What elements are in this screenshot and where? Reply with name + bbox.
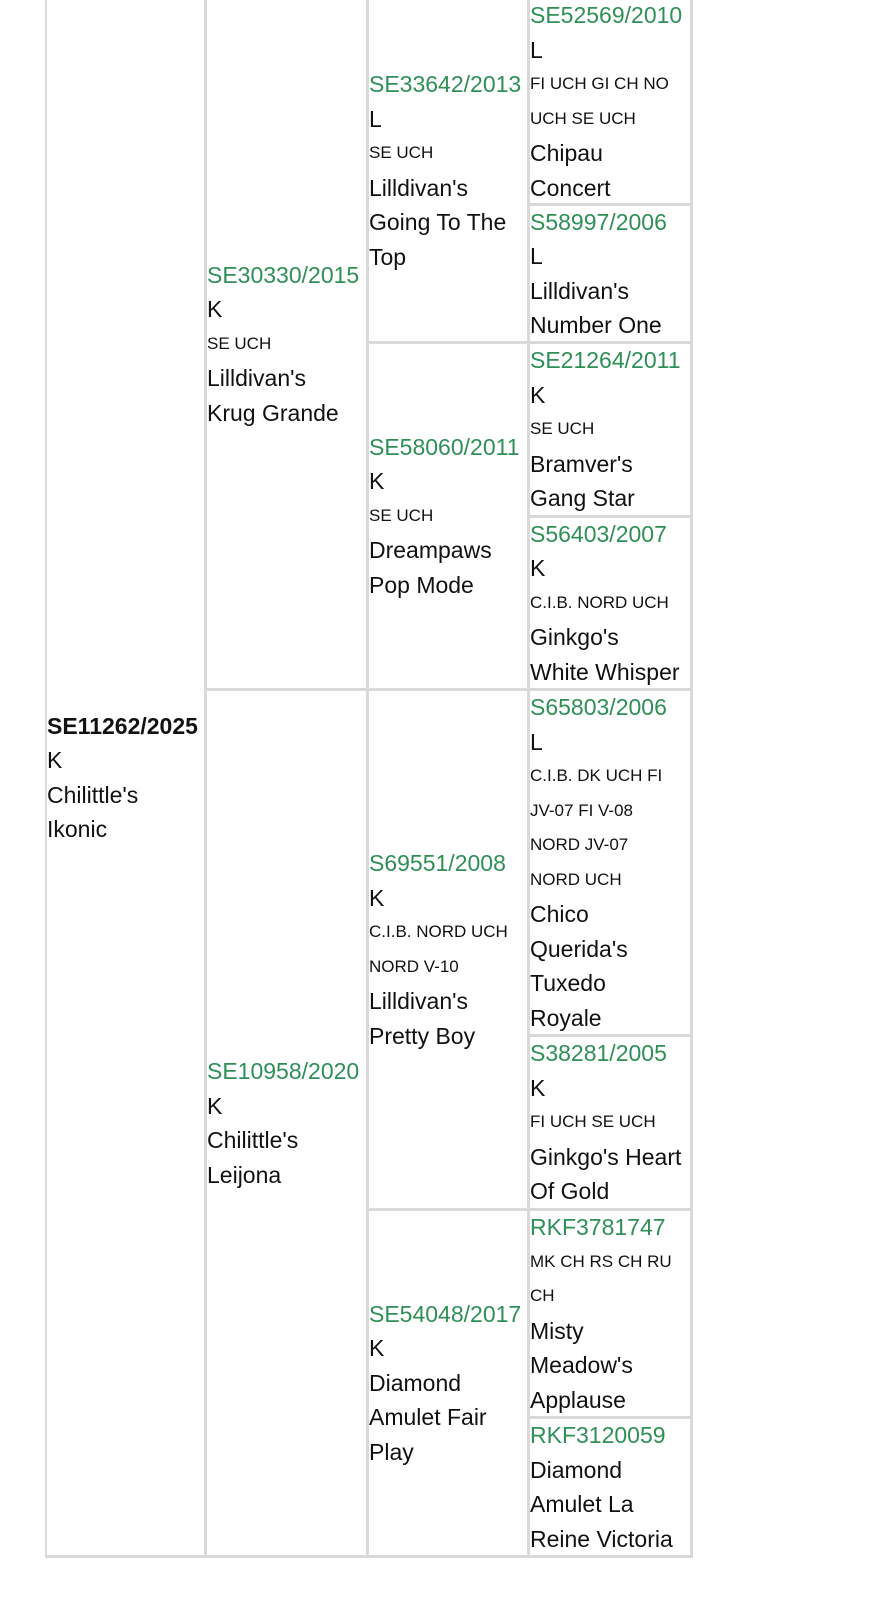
dds-titles: CH <box>530 1286 555 1305</box>
subject-sex: K <box>47 747 63 773</box>
dsd-registration-link[interactable]: S38281/2005 <box>530 1040 667 1067</box>
pedigree-cell-ddd <box>530 1419 693 1558</box>
sss-name-line: Concert <box>530 174 611 201</box>
ssd-name-line: Number One <box>530 312 662 338</box>
pedigree-cell-sds <box>530 344 693 518</box>
pedigree-cell-dam-sire <box>369 691 530 1211</box>
pedigree-cell-ssd <box>530 206 693 344</box>
dd-registration-link[interactable]: SE54048/2017 <box>369 1300 522 1327</box>
pedigree-cell-dsd <box>530 1037 693 1211</box>
ssd-sex: L <box>530 243 543 269</box>
sds-titles: SE UCH <box>530 419 595 439</box>
ds-registration-link[interactable]: S69551/2008 <box>369 850 506 876</box>
sdd-titles: C.I.B. NORD UCH <box>530 592 669 612</box>
dsd-name-line: Of Gold <box>530 1178 610 1205</box>
ss-registration-link[interactable]: SE33642/2013 <box>369 71 522 97</box>
pedigree-cell-sss <box>530 0 693 206</box>
dsd-titles: FI UCH SE UCH <box>530 1112 656 1132</box>
dd-name-line: Diamond <box>369 1369 462 1396</box>
dss-titles: JV-07 FI V-08 <box>530 800 633 820</box>
pedigree-cell-dds <box>530 1211 693 1419</box>
dss-name-line: Querida's <box>530 935 628 962</box>
dd-name-line: Play <box>369 1438 414 1465</box>
pedigree-table <box>47 0 693 1558</box>
ss-name-line: Going To The <box>369 209 507 235</box>
subject-name-line: Ikonic <box>47 816 108 842</box>
sd-name-line: Dreampaws <box>369 537 492 564</box>
sdd-name-line: Ginkgo's <box>530 624 619 651</box>
ss-name-line: Top <box>369 243 407 270</box>
sire-name-line: Krug Grande <box>207 399 339 426</box>
dds-name-line: Misty <box>530 1317 584 1344</box>
sds-sex: K <box>530 381 546 408</box>
sire-titles: SE UCH <box>207 333 272 353</box>
sd-titles: SE UCH <box>369 505 434 525</box>
ss-name-line: Lilldivan's <box>369 174 468 201</box>
dds-titles: MK CH RS CH RU <box>530 1251 672 1271</box>
dss-name-line: Chico <box>530 901 589 927</box>
pedigree-cell-subject <box>47 0 207 1558</box>
dam-sex: K <box>207 1092 223 1119</box>
dss-titles: NORD JV-07 <box>530 835 629 854</box>
ds-sex: K <box>369 884 385 911</box>
pedigree-cell-dam-dam <box>369 1211 530 1558</box>
sire-sex: K <box>207 296 223 323</box>
sd-sex: K <box>369 468 385 495</box>
ds-titles: C.I.B. NORD UCH <box>369 922 508 941</box>
ddd-name-line: Amulet La <box>530 1491 634 1517</box>
pedigree-cell-sire <box>207 0 369 691</box>
pedigree-cell-dam <box>207 691 369 1558</box>
subject-registration: SE11262/2025 <box>47 712 198 739</box>
dam-name-line: Leijona <box>207 1161 282 1188</box>
dam-registration-link[interactable]: SE10958/2020 <box>207 1058 360 1084</box>
sss-registration-link[interactable]: SE52569/2010 <box>530 2 683 28</box>
subject-name-line: Chilittle's <box>47 781 139 808</box>
dss-titles: NORD UCH <box>530 869 622 889</box>
dss-name-line: Royale <box>530 1004 602 1031</box>
dds-name-line: Applause <box>530 1386 626 1413</box>
dd-sex: K <box>369 1335 385 1362</box>
ss-sex: L <box>369 105 382 132</box>
dss-titles: C.I.B. DK UCH FI <box>530 766 663 785</box>
dd-name-line: Amulet Fair <box>369 1404 487 1431</box>
sds-registration-link[interactable]: SE21264/2011 <box>530 347 681 374</box>
dss-sex: L <box>530 728 543 755</box>
sss-name-line: Chipau <box>530 140 603 166</box>
sds-name-line: Gang Star <box>530 485 635 512</box>
ds-name-line: Lilldivan's <box>369 988 468 1014</box>
ssd-registration-link[interactable]: S58997/2006 <box>530 208 667 235</box>
pedigree-cell-sire-dam <box>369 344 530 691</box>
pedigree-cell-dss <box>530 691 693 1037</box>
sd-registration-link[interactable]: SE58060/2011 <box>369 433 520 460</box>
ssd-name-line: Lilldivan's <box>530 277 629 304</box>
sdd-sex: K <box>530 555 546 582</box>
dsd-name-line: Ginkgo's Heart <box>530 1143 682 1170</box>
sss-titles: FI UCH GI CH NO <box>530 74 669 93</box>
dss-name-line: Tuxedo <box>530 970 606 996</box>
sdd-registration-link[interactable]: S56403/2007 <box>530 520 667 547</box>
sd-name-line: Pop Mode <box>369 571 474 598</box>
dds-registration-link[interactable]: RKF3781747 <box>530 1214 666 1240</box>
sss-sex: L <box>530 36 543 63</box>
ddd-registration-link[interactable]: RKF3120059 <box>530 1422 666 1448</box>
dss-registration-link[interactable]: S65803/2006 <box>530 694 667 720</box>
sdd-name-line: White Whisper <box>530 658 680 685</box>
ss-titles: SE UCH <box>369 143 434 162</box>
dds-name-line: Meadow's <box>530 1352 633 1378</box>
ddd-name-line: Diamond <box>530 1456 623 1483</box>
sire-registration-link[interactable]: SE30330/2015 <box>207 261 360 288</box>
dsd-sex: K <box>530 1074 546 1101</box>
dam-name-line: Chilittle's <box>207 1127 299 1153</box>
ds-titles: NORD V-10 <box>369 956 459 976</box>
ddd-name-line: Reine Victoria <box>530 1525 673 1552</box>
pedigree-cell-sire-sire <box>369 0 530 344</box>
sds-name-line: Bramver's <box>530 450 633 477</box>
pedigree-cell-sdd <box>530 518 693 691</box>
ds-name-line: Pretty Boy <box>369 1022 476 1049</box>
sire-name-line: Lilldivan's <box>207 365 306 392</box>
sss-titles: UCH SE UCH <box>530 108 636 128</box>
